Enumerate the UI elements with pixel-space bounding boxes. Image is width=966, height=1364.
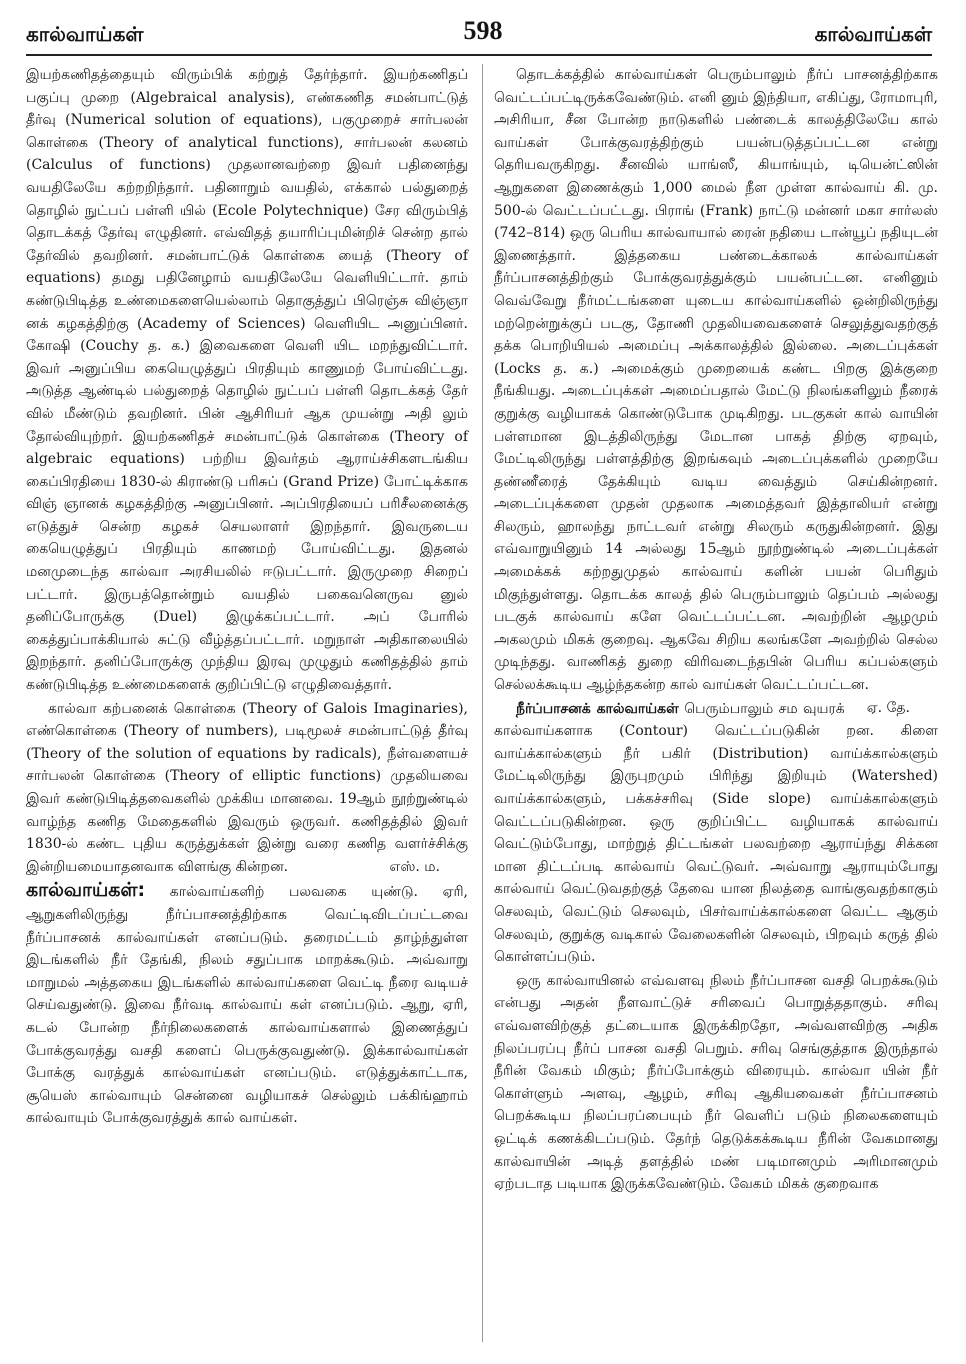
author-signature: ஏ. தே.: [866, 699, 910, 716]
running-head-left: கால்வாய்கள்: [26, 22, 144, 46]
paragraph-irrigation-canals: [494, 698, 938, 969]
left-column: [26, 64, 468, 1131]
subsection-heading: நீர்ப்பாசனக் கால்வாய்கள்: [516, 700, 679, 717]
header-rule: [26, 54, 932, 56]
column-divider: [482, 64, 483, 1342]
paragraph-text: தொடக்கத்தில் கால்வாய்கள் பெரும்பாலும் நீர்ப் பாசனத்திற்காக வெட்டப்பட்டிருக்கவேண்டும். எனி னும் இந்தியா, எகிப்து, ரோமாபுரி, அசிரியா, சீன போன்ற நாடுகளில் பண்டைக் காலத்திலேயே கால் வாய்கள் போக்குவரத்திற்கும் பயன்படுத்தப்பட்டன என்று தெரியவருகிறது. சீனவில் யாங்ஸீ, கியாங்யும், டியென்ட்ஸின் ஆறுகளை இணைக்கும் 1,000 மைல் நீள முள்ள கால்வாய் கி. மு. 500-ல் வெட்டப்பட்டது. பிராங் (Frank) நாட்டு மன்னர் மகா சார்லஸ் (742–814) ஒரு பெரிய கால்வாயால் ரைன் நதியை டான்யூப் நதியுடன் இணைத்தார். இத்தகைய பண்டைக்காலக் கால்வாய்கள் நீர்ப்பாசனத்திற்கும் போக்குவரத்துக்கும் பயன்பட்டன. எனினும் வெவ்வேறு நீர்மட்டங்களை யுடைய கால்வாய்களில் ஒன்றிலிருந்து மற்றென்றுக்குப் படகு, தோணி முதலியவைகளைச் செலுத்துவதற்குத் தக்க பொறியியல் அமைப்பு அக்காலத்தில் இல்லை. அடைப்புக்கள் (Locks த. க.) அமைக்கும் முறையைக் கண்ட பிறகு இக்குறை நீங்கியது. அடைப்புக்கள் அமைப்பதால் மேட்டு நிலங்களிலும் நீரைக் குறுக்கு வழியாகக் கொண்டுபோக முடிகிறது. படகுகள் கால் வாயின் பள்ளமான இடத்திலிருந்து மேடான பாகத் திற்கு ஏறவும், மேட்டிலிருந்து பள்ளத்திற்கு இறங்கவும் அடைப்புக்களில் முறையே தண்ணீரைத் தேக்கியும் வடிய வைத்தும் செய்கின்றனர். அடைப்புக்களை முதன் முதலாக அமைத்தவர் இத்தாலியர் என்று சிலரும், ஹாலந்து நாட்டவர் என்று சிலரும் கருதுகின்றனர். இது எவ்வாறுயினும் 14 அல்லது 15ஆம் நூற்றுண்டில் அடைப்புக்கள் அமைக்கக் கற்றதுமுதல் கால்வாய் களின் பயன் பெரிதும் மிகுந்துள்ளது. தொடக்க காலத் தில் பெரும்பாலும் தெப்பம் அல்லது படகுக் கால்வாய் களே வெட்டப்பட்டன. அவற்றின் ஆழமும் அகலமும் மிகக் குறைவு. ஆகவே சிறிய கலங்களே அவற்றில் செல்ல முடிந்தது. வாணிகத் துறை விரிவடைந்தபின் பெரிய கப்பல்களும் செல்லக்கூடிய ஆழ்ந்தகன்ற கால் வாய்கள் வெட்டப்பட்டன.: [494, 67, 938, 694]
paragraph-galois-contributions: [26, 698, 468, 879]
paragraph-canal-slope: ஒரு கால்வாயினல் எவ்வளவு நிலம் நீர்ப்பாசன வசதி பெறக்கூடும் என்பது அதன் நீளவாட்டுச் சரிவைப் பொறுத்ததாகும். சரிவு எவ்வளவிற்குத் தட்டையாக இருக்கிறதோ, அவ்வளவிற்கு அதிக நிலப்பரப்பு நீர்ப் பாசன வசதி பெறும். சரிவு செங்குத்தாக இருந்தால் நீரின் வேகம் மிகும்; நீர்ப்போக்கும் விரையும். கால்வா யின் நீர் கொள்ளும் அளவு, ஆழம், சரிவு ஆகியவைகள் நீர்ப்பாசனம் பெறக்கூடிய நிலப்பரப்பையும் நீர் வெளிப் படும் நிலைகளையும் ஒட்டிக் கணக்கிடப்படும். தேர்ந் தெடுக்கக்கூடிய நீரின் வேகமானது கால்வாயின் அடித் தளத்தில் மண் படிமானமும் அரிமானமும் ஏற்படாத படியாக இருக்கவேண்டும். வேகம் மிகக் குறைவாக: [494, 972, 938, 1193]
page-number: 598: [463, 16, 503, 45]
paragraph-text: கால்வாய்களிற் பலவகை யுண்டு. ஏரி, ஆறுகளிலிருந்து நீர்ப்பாசனத்திற்காக வெட்டிவிடப்பட்டவை நீர்ப்பாசனக் கால்வாய்கள் எனப்படும். தரைமட்டம் தாழ்ந்துள்ள இடங்களில் நீர் தேங்கி, நிலம் சதுப்பாக மாறக்கூடும். அவ்வாறு மாறுமல் அத்தகைய இடங்களில் கால்வாய்களை வெட்டி நீரை வடியச் செய்வதுண்டு. இவை நீர்வடி கால்வாய் கள் எனப்படும். ஆறு, ஏரி, கடல் போன்ற நீர்நிலைகளைக் கால்வாய்களால் இணைத்துப் போக்குவரத்து வசதி களைப் பெருக்குவதுண்டு. இக்கால்வாய்கள் போக்கு வரத்துக் கால்வாய்கள் எனப்படும். எடுத்துக்காட்டாக, சூயெஸ் கால்வாயும் சென்னை வழியாகச் செல்லும் பக்கிங்ஹாம் கால்வாயும் போக்குவரத்துக் கால் வாய்கள்.: [26, 884, 469, 1127]
paragraph-galois-biography: இயற்கணிதத்தையும் விரும்பிக் கற்றுத் தேர்ந்தார். இயற்கணிதப் பகுப்பு முறை (Algebraical analysis), எண்கணித சமன்பாட்டுத் தீர்வு (Numerical solution of equations), பகுமுறைச் சார்பலன் கொள்கை (Theory of analytical functions), சார்பலன் கலனம் (Calculus of functions) முதலானவற்றை இவர் பதினைந்து வயதிலேயே கற்றறிந்தார். பதினாறும் வயதில், எக்கால் பல்துறைத் தொழில் நுட்பப் பள்ளி யில் (Ecole Polytechnique) சேர விரும்பித் தொடக்கத் தேர்வு எழுதினர். எவ்விதத் தயாரிப்புமின்றிச் சென்ற தால் தேர்வில் தவறினர். சமன்பாட்டுக் கொள்கை யைத் (Theory of equations) தமது பதினேழாம் வயதிலேயே வெளியிட்டார். தாம் கண்டுபிடித்த உண்மைகளையெல்லாம் தொகுத்துப் பிரெஞ்சு விஞ்ஞா னக் கழகத்திற்கு (Academy of Sciences) வெளியிட அனுப்பினர். கோஷி (Couchy த. க.) இவைகளை வெளி யிட மறந்துவிட்டார். இவர் அனுப்பிய கையெழுத்துப் பிரதியும் காணுமற் போய்விட்டது. அடுத்த ஆண்டில் பல்துறைத் தொழில் நுட்பப் பள்ளி தொடக்கத் தேர் வில் மீண்டும் தவறினர். பின் ஆசிரியர் ஆக முயன்று அதி லும் தோல்வியுற்றர். இயற்கணிதச் சமன்பாட்டுக் கொள்கை (Theory of algebraic equations) பற்றிய இவர்தம் ஆராய்ச்சிகளடங்கிய கைப்பிரதியை 1830-ல் கிராண்டு பரிசுப் (Grand Prize) போட்டிக்காக விஞ் ஞானக் கழகத்திற்கு அனுப்பினர். அப்பிரதியைப் பரிசீலனைக்கு எடுத்துச் சென்ற கழகச் செயலாளர் இறந்தார். இவருடைய கையெழுத்துப் பிரதியும் காணமற் போய்விட்டது. இதனல் மனமுடைந்த கால்வா அரசியலில் ஈடுபட்டார். இருமுறை சிறைப் பட்டார். இருபத்தொன்றும் வயதில் பகைவனெருவ னுல் தனிப்போருக்கு (Duel) இழுக்கப்பட்டார். அப் போரில் கைத்துப்பாக்கியால் சுட்டு வீழ்த்தப்பட்டார். மறுநாள் அதிகாலையில் இறந்தார். தனிப்போருக்கு முந்திய இரவு முழுதும் கணிதத்தில் தாம் கண்டுபிடித்த உண்மைகளைக் குறிப்பிட்டு எழுதிவைத்தார்.: [26, 67, 468, 694]
author-signature: எஸ். ம.: [389, 858, 440, 875]
entry-heading: கால்வாய்கள்:: [26, 879, 146, 902]
paragraph-canals-intro: [26, 879, 468, 1130]
paragraph-text: பெரும்பாலும் சம வுயரக் கால்வாய்களாக (Contour) வெட்டப்படுகின் றன. கிளை வாய்க்கால்களும் நீர் பகிர் (Distribution) வாய்க்கால்களும் மேட்டிலிருந்து இருபுறமும் பிரிந்து இறியும் (Watershed) வாய்க்கால்களும், பக்கச்சரிவு (Side slope) வாய்க்கால்களும் வெட்டப்படுகின்றன. ஒரு குறிப்பிட்ட வழியாகக் கால்வாய் வெட்டும்போது, மாற்றுத் திட்டங்கள் பலவற்றை ஆராய்ந்து சிக்கன மான திட்டப்படி கால்வாய் வெட்டுவர். அவ்வாறு ஆராயும்போது கால்வாய் வெட்டுவதற்குத் தேவை யான நிலத்தை வாங்குவதற்காகும் செலவும், வெட்டும் செலவும், பிசர்வாய்க்கால்களை வெட்ட ஆகும் செலவும், குறுக்கு வடிகால் வேலைகளின் செலவும், பிறவும் கருத் தில் கொள்ளப்படும்.: [494, 700, 938, 966]
paragraph-text: கால்வா கற்பனைக் கொள்கை (Theory of Galois Imaginaries), எண்கொள்கை (Theory of numbers), படிமூலச் சமன்பாட்டுத் தீர்வு (Theory of the solution of equations by radicals), நீள்வளையச் சார்பலன் கொள்கை (Theory of elliptic functions) முதலியவை இவர் கண்டுபிடித்தவைகளில் முக்கிய மானவை. 19ஆம் நூற்றுண்டில் வாழ்ந்த கணித மேதைகளில் இவரும் ஒருவர். கணிதத்தில் இவர் 1830-ல் கண்ட புதிய கருத்துக்கள் இன்று வரை கணித வளர்ச்சிக்கு இன்றியமையாதனவாக விளங்கு கின்றன.: [26, 700, 468, 875]
right-column: [494, 64, 938, 1197]
running-head-right: கால்வாய்கள்: [814, 22, 932, 46]
